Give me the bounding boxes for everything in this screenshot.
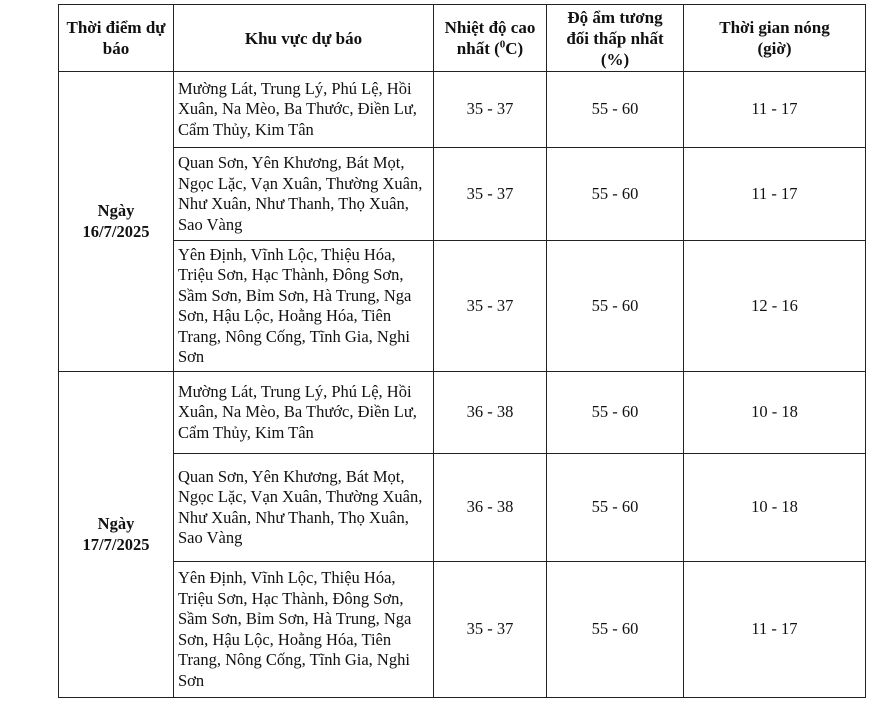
temp-cell: 35 - 37 [434,241,547,372]
table-row [59,241,866,372]
area-cell [174,372,434,454]
header-hot-time [684,5,866,72]
humidity-cell: 55 - 60 [547,372,684,454]
header-humidity [547,5,684,72]
header-humidity-line: đối thấp nhất [566,28,664,48]
temp-cell: 35 - 37 [434,562,547,698]
area-line: Triệu Sơn, Hạc Thành, Đông Sơn, [178,265,404,284]
temp-cell: 35 - 37 [434,148,547,241]
area-line: Quan Sơn, Yên Khương, Bát Mọt, [178,466,405,486]
hot-time-cell: 11 - 17 [684,72,866,148]
area-line: Sơn, Hậu Lộc, Hoằng Hóa, Tiên [178,629,392,649]
area-line: Mường Lát, Trung Lý, Phú Lệ, Hồi [178,381,412,401]
temp-cell: 36 - 38 [434,372,547,454]
area-line: Cẩm Thủy, Kim Tân [178,119,314,139]
header-hot-time-line: Thời gian nóng [719,18,830,37]
header-area [174,5,434,72]
area-cell [174,241,434,372]
area-line: Xuân, Na Mèo, Ba Thước, Điền Lư, [178,99,417,119]
header-row [59,5,866,72]
area-cell [174,72,434,148]
area-line: Sơn, Hậu Lộc, Hoằng Hóa, Tiên [178,306,392,325]
table-row [59,72,866,148]
area-line: Sầm Sơn, Bỉm Sơn, Hà Trung, Nga [178,285,412,305]
area-line: Như Xuân, Như Thanh, Thọ Xuân, [178,194,409,213]
humidity-cell: 55 - 60 [547,72,684,148]
header-temp-degree: 0 [499,38,506,51]
date-label: Ngày [97,201,135,220]
table-row [59,454,866,562]
header-temp-pre: nhất ( [456,39,500,58]
area-line: Sao Vàng [178,214,243,234]
temp-cell: 36 - 38 [434,454,547,562]
hot-time-cell: 10 - 18 [684,372,866,454]
header-temp [434,5,547,72]
area-line: Sơn [178,347,205,366]
header-temp-line [434,38,546,59]
area-line: Sao Vàng [178,528,243,547]
area-line: Như Xuân, Như Thanh, Thọ Xuân, [178,507,409,527]
header-area-label: Khu vực dự báo [244,28,363,48]
area-line: Sầm Sơn, Bỉm Sơn, Hà Trung, Nga [178,609,412,628]
area-line: Triệu Sơn, Hạc Thành, Đông Sơn, [178,588,404,608]
area-line: Yên Định, Vĩnh Lộc, Thiệu Hóa, [178,568,396,587]
area-line: Trang, Nông Cống, Tĩnh Gia, Nghi [178,326,410,346]
table-row [59,372,866,454]
area-line: Cẩm Thủy, Kim Tân [178,422,314,442]
humidity-cell: 55 - 60 [547,562,684,698]
area-cell [174,454,434,562]
hot-time-cell: 12 - 16 [684,241,866,372]
humidity-cell: 55 - 60 [547,454,684,562]
date-label: Ngày [97,514,135,533]
header-time-line: báo [102,39,130,58]
header-temp-line: Nhiệt độ cao [444,18,536,37]
area-line: Ngọc Lặc, Vạn Xuân, Thường Xuân, [178,173,423,193]
area-cell [174,562,434,698]
header-hot-time-line: (giờ) [757,39,792,58]
hot-time-cell: 11 - 17 [684,148,866,241]
area-cell [174,148,434,241]
hot-time-cell: 10 - 18 [684,454,866,562]
area-line: Trang, Nông Cống, Tĩnh Gia, Nghi [178,650,410,669]
header-humidity-line: Độ ẩm tương [567,7,663,27]
forecast-table [58,4,866,698]
hot-time-cell: 11 - 17 [684,562,866,698]
header-time-line: Thời điểm dự [66,18,166,37]
table-row [59,148,866,241]
area-line: Quan Sơn, Yên Khương, Bát Mọt, [178,153,405,172]
date-value: 16/7/2025 [82,221,150,241]
header-humidity-line: (%) [600,49,630,69]
date-cell [59,72,174,372]
header-time [59,5,174,72]
area-line: Xuân, Na Mèo, Ba Thước, Điền Lư, [178,402,417,422]
area-line: Yên Định, Vĩnh Lộc, Thiệu Hóa, [178,244,396,264]
header-temp-post: C) [505,39,524,58]
area-line: Mường Lát, Trung Lý, Phú Lệ, Hồi [178,78,412,98]
humidity-cell: 55 - 60 [547,241,684,372]
area-line: Sơn [178,670,205,690]
date-cell [59,372,174,698]
humidity-cell: 55 - 60 [547,148,684,241]
date-value: 17/7/2025 [82,534,150,554]
temp-cell: 35 - 37 [434,72,547,148]
table-row [59,562,866,698]
area-line: Ngọc Lặc, Vạn Xuân, Thường Xuân, [178,487,423,506]
